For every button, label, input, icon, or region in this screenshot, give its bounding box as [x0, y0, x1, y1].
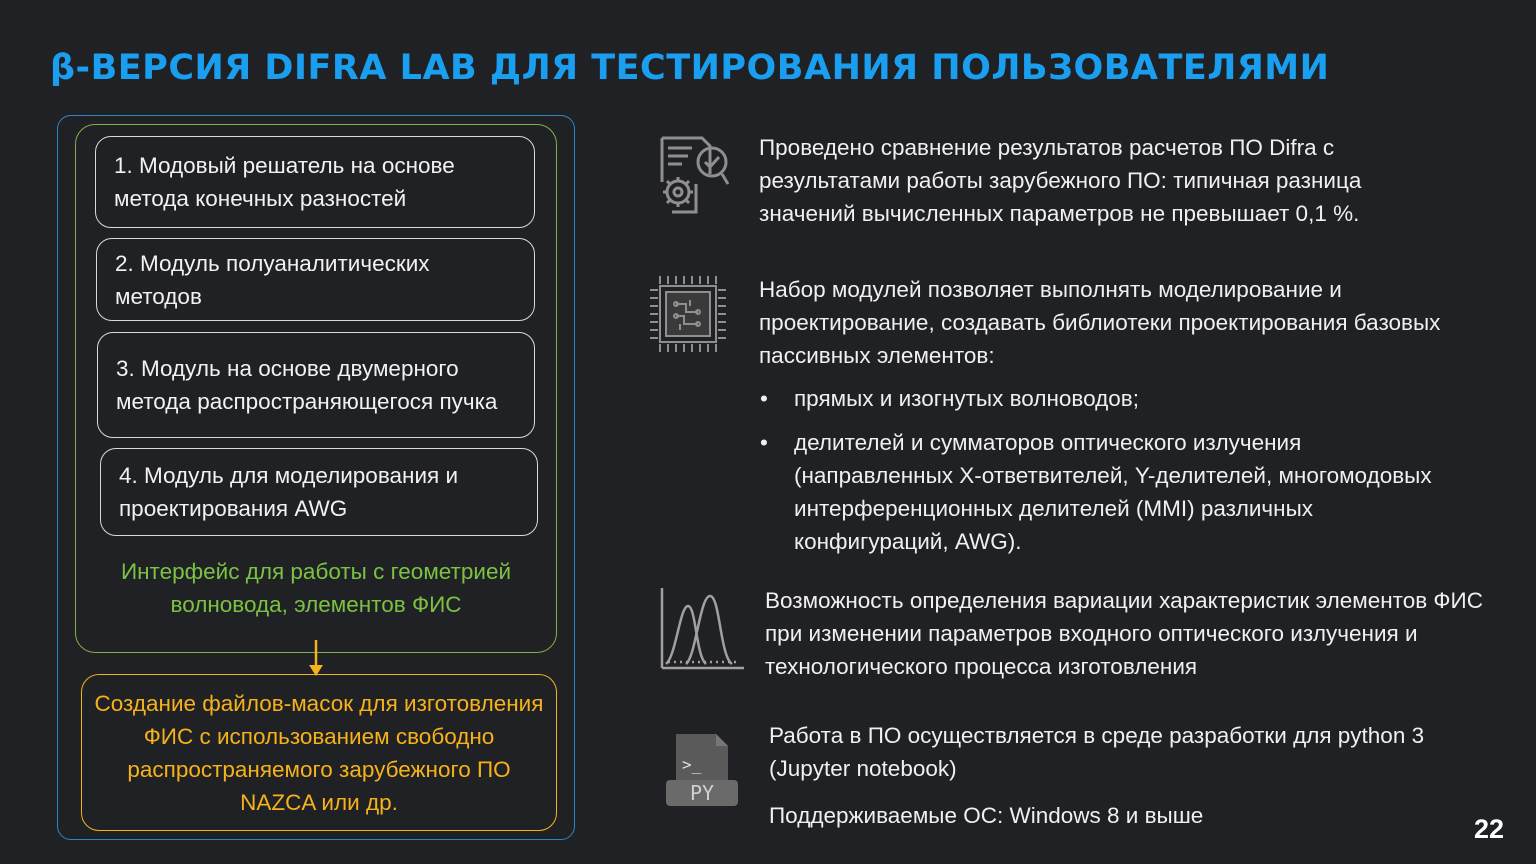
supported-os-text: Поддерживаемые ОС: Windows 8 и выше	[769, 803, 1204, 828]
module-box-2	[96, 238, 535, 321]
module-box-3	[97, 332, 535, 438]
mask-files-box	[81, 674, 557, 831]
list-item-text: делителей и сумматоров оптического излучения (направленных X-ответвителей, Y-делителей, многомодовых интерференционных делителей (MMI) различных конфигураций, AWG).	[794, 430, 1432, 554]
document-check-icon	[652, 134, 732, 216]
module-label-1: 1. Модовый решатель на основе метода конечных разностей	[114, 153, 455, 211]
bullet-icon: •	[760, 386, 768, 411]
list-item-text: прямых и изогнутых волноводов;	[794, 386, 1139, 411]
modules-description: Набор модулей позволяет выполнять моделирование и проектирование, создавать библиотеки проектирования базовых пассивных элементов:	[759, 277, 1441, 368]
element-list	[760, 382, 1460, 569]
bullet-icon: •	[760, 430, 768, 455]
python-env-text: Работа в ПО осуществляется в среде разработки для python 3 (Jupyter notebook)	[769, 723, 1425, 781]
mask-files-caption: Создание файлов-масок для изготовления ФИС с использованием свободно распространяемого зарубежного ПО NAZCA или др.	[94, 690, 544, 815]
module-box-4	[100, 448, 538, 536]
module-label-3: 3. Модуль на основе двумерного метода распространяющегося пучка	[116, 356, 498, 414]
python-file-icon	[664, 732, 740, 808]
python-file-label: PY	[689, 781, 715, 805]
module-label-4: 4. Модуль для моделирования и проектирования AWG	[119, 463, 459, 521]
python-file-prompt: >_	[682, 755, 702, 774]
comparison-text: Проведено сравнение результатов расчетов ПО Difra с результатами работы зарубежного ПО: типичная разница значений вычисленных параметров не превышает 0,1 %.	[759, 135, 1362, 226]
down-arrow-icon	[306, 638, 326, 678]
distribution-chart-icon	[656, 586, 746, 672]
list-item	[760, 426, 1460, 558]
list-item	[760, 382, 1460, 415]
interface-caption: Интерфейс для работы с геометрией волновода, элементов ФИС	[120, 559, 512, 617]
page-number: 22	[1473, 814, 1504, 844]
variation-text: Возможность определения вариации характеристик элементов ФИС при изменении параметров входного оптического излучения и технологического процесса изготовления	[765, 588, 1483, 679]
chip-icon	[646, 272, 730, 356]
page-title: β-ВЕРСИЯ DIFRA LAB ДЛЯ ТЕСТИРОВАНИЯ ПОЛЬЗОВАТЕЛЯМИ	[50, 48, 1330, 88]
module-box-1	[95, 136, 535, 228]
module-label-2: 2. Модуль полуаналитических методов	[115, 250, 430, 309]
